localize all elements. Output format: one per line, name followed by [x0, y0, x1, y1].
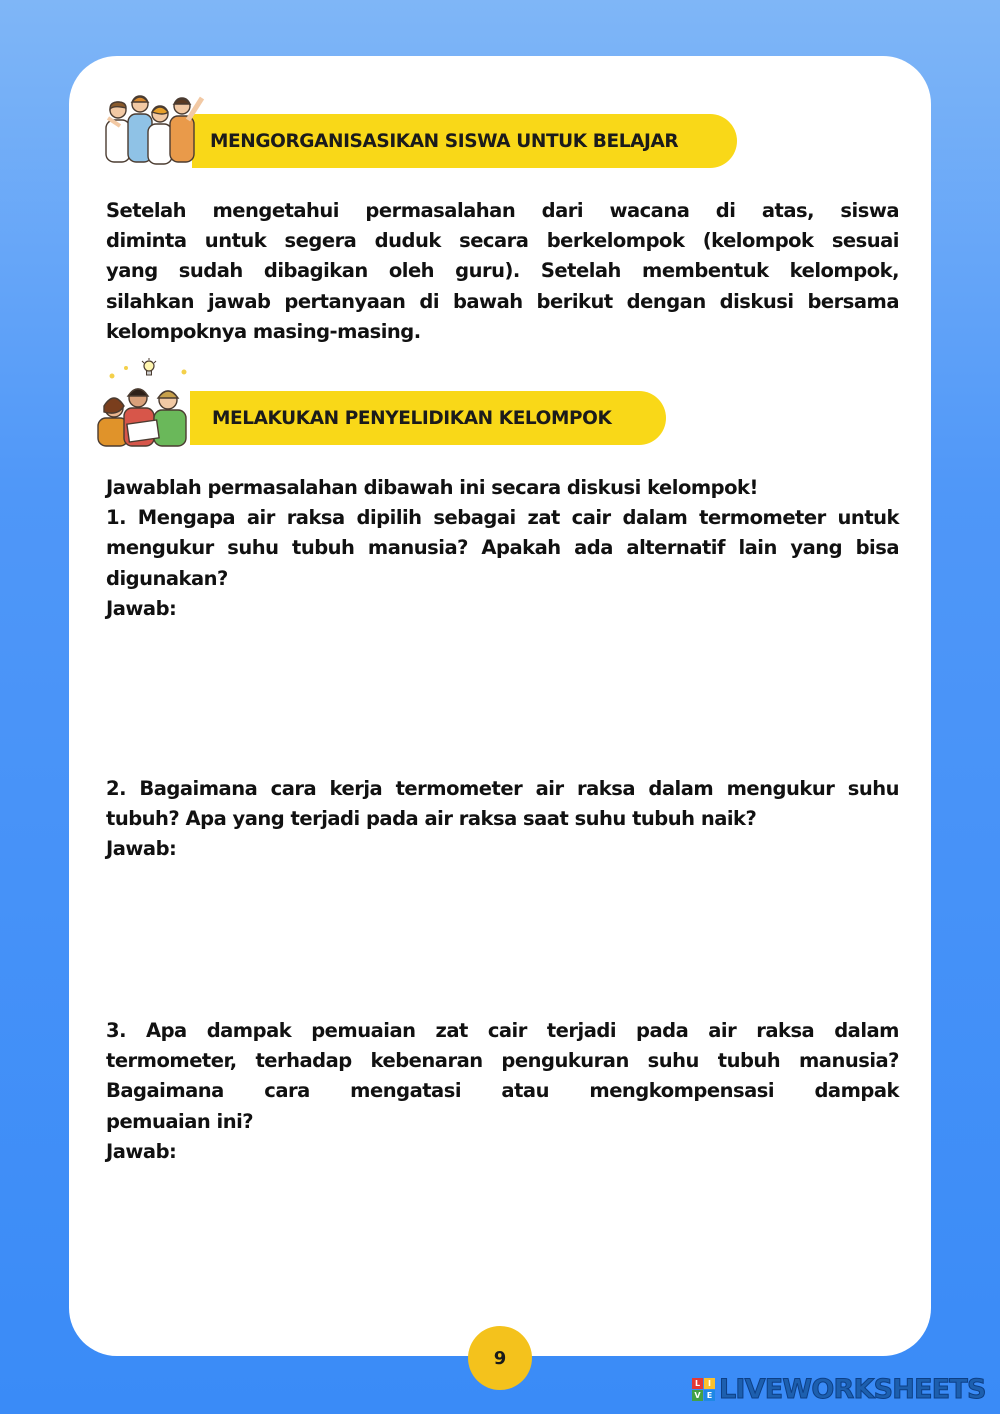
liveworksheets-icon [692, 1378, 715, 1401]
liveworksheets-text: LIVEWORKSHEETS [719, 1373, 986, 1405]
instruction-text: Jawablah permasalahan dibawah ini secara diskusi kelompok! [106, 476, 758, 499]
section2-title: MELAKUKAN PENYELIDIKAN KELOMPOK [212, 407, 612, 429]
question-1-line: 1. Mengapa air raksa dipilih sebagai zat cair dalam termometer untuk [106, 506, 899, 530]
question-3-line: Bagaimana cara mengatasi atau mengkompensasi dampak [106, 1079, 899, 1103]
answer-field-2[interactable] [106, 866, 899, 1006]
paragraph-line: yang sudah dibagikan oleh guru). Setelah membentuk kelompok, [106, 259, 899, 283]
section1-banner [192, 114, 737, 168]
logo-letter: V [692, 1390, 703, 1401]
answer-field-1[interactable] [106, 626, 899, 766]
logo-letter: E [704, 1390, 715, 1401]
answer-field-3[interactable] [106, 1170, 899, 1320]
liveworksheets-watermark [692, 1372, 986, 1406]
instruction-block [106, 473, 899, 624]
logo-letter: I [704, 1378, 715, 1389]
section1-paragraph [106, 196, 899, 347]
paragraph-line: kelompoknya masing-masing. [106, 319, 421, 343]
question-3-block [106, 1016, 899, 1167]
question-3-line: 3. Apa dampak pemuaian zat cair terjadi pada air raksa dalam [106, 1019, 899, 1042]
answer-label-3: Jawab: [106, 1139, 177, 1163]
question-1-line: mengukur suhu tubuh manusia? Apakah ada alternatif lain yang bisa [106, 536, 899, 560]
answer-label-2: Jawab: [106, 837, 177, 861]
question-2-line: 2. Bagaimana cara kerja termometer air raksa dalam mengukur suhu [106, 777, 899, 800]
answer-label-1: Jawab: [106, 596, 177, 620]
section1-title: MENGORGANISASIKAN SISWA UNTUK BELAJAR [210, 130, 679, 152]
students-group-illustration [100, 92, 208, 172]
question-2-line: tubuh? Apa yang terjadi pada air raksa saat suhu tubuh naik? [106, 807, 757, 831]
section2-banner [190, 391, 666, 445]
paragraph-line: diminta untuk segera duduk secara berkelompok (kelompok sesuai [106, 229, 899, 253]
question-3-line: pemuaian ini? [106, 1109, 254, 1133]
paragraph-line: Setelah mengetahui permasalahan dari wacana di atas, siswa [106, 199, 899, 222]
logo-letter: L [692, 1378, 703, 1389]
question-2-block [106, 774, 899, 865]
question-3-line: termometer, terhadap kebenaran pengukuran suhu tubuh manusia? [106, 1049, 899, 1073]
question-1-line: digunakan? [106, 566, 228, 590]
paragraph-line: silahkan jawab pertanyaan di bawah berikut dengan diskusi bersama [106, 289, 899, 313]
page-number: 9 [493, 1347, 507, 1369]
lightbulb-icon [140, 358, 158, 380]
page-number-badge [468, 1326, 532, 1390]
